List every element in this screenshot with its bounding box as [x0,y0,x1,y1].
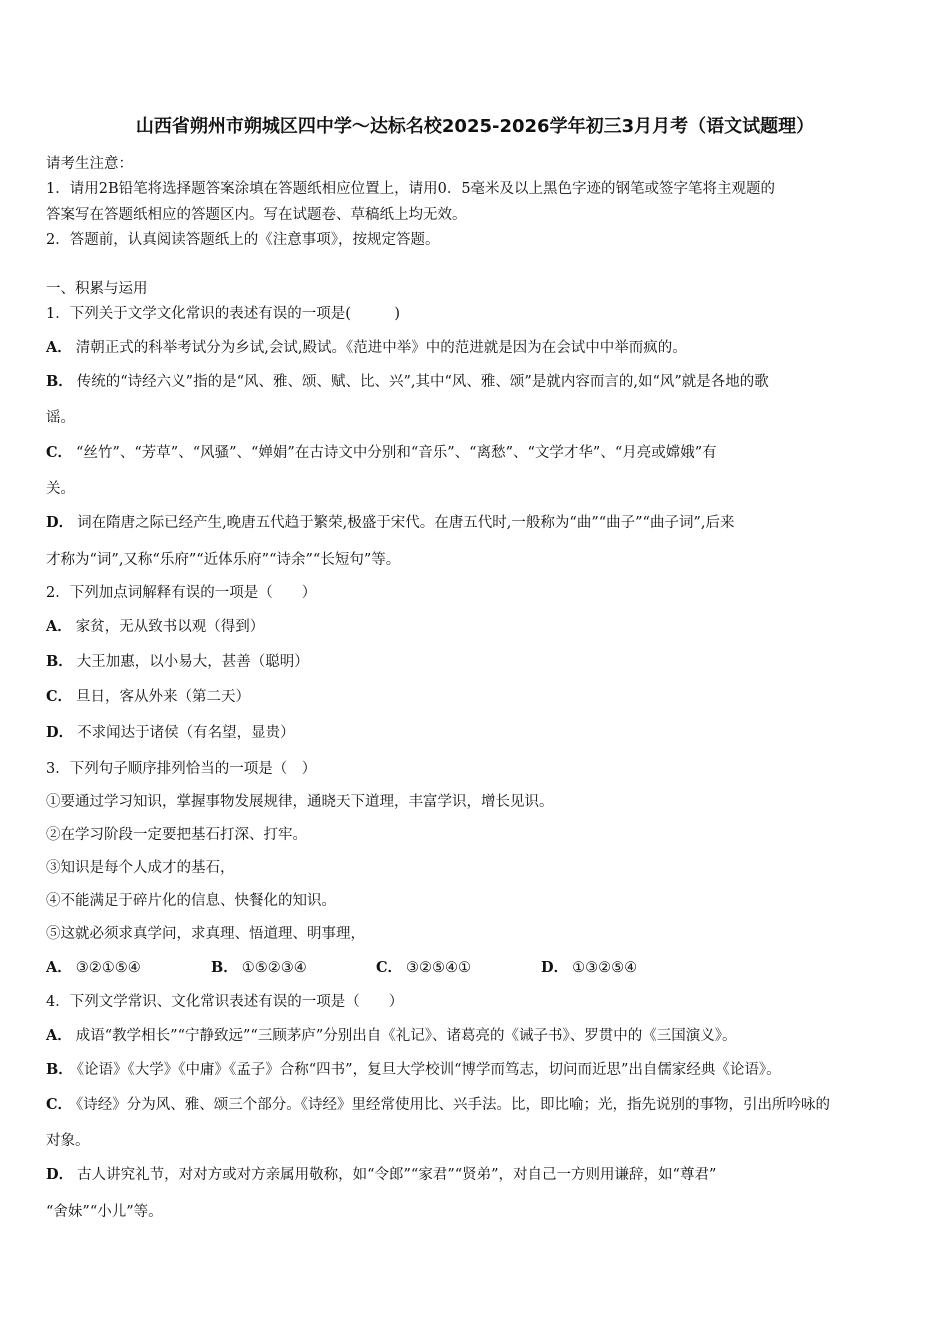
q3-sentence-2: ②在学习阶段一定要把基石打深、打牢。 [46,827,307,843]
option-label: A． [46,618,72,635]
option-text: 古人讲究礼节，对对方或对方亲属用敬称，如“令郎”“家君”“贤弟”，对自己一方则用谦辞，如“尊君” [77,1167,717,1183]
q1-option-b-cont: 谣。 [46,410,75,426]
q1-option-d [46,511,735,532]
option-text: 旦日，客从外来（第二天） [76,689,251,705]
q1-option-d-cont: 才称为“词”,又称“乐府”“近体乐府”“诗余”“长短句”等。 [46,552,401,568]
q4-option-b [46,1058,781,1079]
q3-sentence-3: ③知识是每个人成才的基石， [46,860,235,876]
q2-option-b [46,650,309,671]
notice-heading: 请考生注意： [46,156,133,172]
option-label: C． [376,959,403,976]
exam-title: 山西省朔州市朔城区四中学～达标名校2025-2026学年初三3月月考（语文试题理） [135,116,815,137]
option-label: B． [46,653,73,670]
q4-option-d-cont: “舍妹”“小儿”等。 [46,1204,163,1220]
q3-options [46,956,706,977]
q3-stem: 3．下列句子顺序排列恰当的一项是（ ） [46,761,317,777]
section-heading: 一、积累与运用 [46,281,148,297]
option-text: “丝竹”、“芳草”、“风骚”、“婵娟”在古诗文中分别和“音乐”、“离愁”、“文学才华”、“月亮或嫦娥”有 [76,445,717,461]
option-label: C． [46,1096,73,1113]
q1-option-c-cont: 关。 [46,481,75,497]
q1-stem: 1．下列关于文学文化常识的表述有误的一项是( ) [46,306,401,322]
option-text: 大王加惠，以小易大，甚善（聪明） [76,654,309,670]
option-label: D． [541,959,569,976]
q2-option-c [46,685,250,706]
notice-line-1: 1．请用2B铅笔将选择题答案涂填在答题纸相应位置上，请用0．5毫米及以上黑色字迹的钢笔或签字笔将主观题的 [46,181,776,197]
option-label: A． [46,959,72,976]
q2-option-a [46,615,264,636]
option-label: B． [46,373,73,390]
q4-option-c [46,1093,830,1114]
q3-option-d [541,956,706,977]
option-text: 《诗经》分为风、雅、颂三个部分。《诗经》里经常使用比、兴手法。比，即比喻；光，指先说别的事物，引出所吟咏的 [76,1097,831,1113]
option-text: 家贫，无从致书以观（得到） [75,619,265,635]
option-text: ③②⑤④① [406,960,472,976]
option-label: B． [211,959,238,976]
q4-option-c-cont: 对象。 [46,1133,90,1149]
option-text: ①③②⑤④ [572,960,638,976]
option-text: 《论语》《大学》《中庸》《孟子》合称“四书”，复旦大学校训“博学而笃志，切问而近思”出自儒家经典《论语》。 [76,1062,781,1078]
q4-option-a [46,1024,737,1045]
option-label: C． [46,444,73,461]
option-text: ①⑤②③④ [241,960,307,976]
q3-option-a [46,956,211,977]
option-label: D． [46,724,74,741]
q3-option-b [211,956,376,977]
q2-option-d [46,721,295,742]
q4-option-d [46,1163,716,1184]
q4-stem: 4．下列文学常识、文化常识表述有误的一项是（ ） [46,994,404,1010]
option-text: 词在隋唐之际已经产生,晚唐五代趋于繁荣,极盛于宋代。在唐五代时,一般称为“曲”“曲子”“曲子词”,后来 [77,515,735,531]
q3-sentence-1: ①要通过学习知识，掌握事物发展规律，通晓天下道理，丰富学识，增长见识。 [46,794,554,810]
option-label: D． [46,1166,74,1183]
notice-line-2: 2．答题前，认真阅读答题纸上的《注意事项》，按规定答题。 [46,232,440,248]
q1-option-a [46,336,687,357]
option-label: C． [46,688,73,705]
option-label: B． [46,1061,73,1078]
option-label: A． [46,1027,72,1044]
q3-option-c [376,956,541,977]
option-label: D． [46,514,74,531]
option-label: A． [46,339,72,356]
notice-line-1-cont: 答案写在答题纸相应的答题区内。写在试题卷、草稿纸上均无效。 [46,207,467,223]
q3-sentence-4: ④不能满足于碎片化的信息、快餐化的知识。 [46,893,336,909]
option-text: 不求闻达于诸侯（有名望，显贵） [77,725,295,741]
option-text: 成语“教学相长”“宁静致远”“三顾茅庐”分别出自《礼记》、诸葛亮的《诫子书》、罗贯中的《三国演义》。 [75,1028,737,1044]
option-text: 清朝正式的科举考试分为乡试,会试,殿试。《范进中举》中的范进就是因为在会试中中举而疯的。 [75,340,687,356]
q1-option-c [46,441,717,462]
option-text: ③②①⑤④ [75,960,141,976]
q2-stem: 2．下列加点词解释有误的一项是（ ） [46,585,317,601]
option-text: 传统的“诗经六义”指的是“风、雅、颂、赋、比、兴”,其中“风、雅、颂”是就内容而言的,如“风”就是各地的歌 [76,374,769,390]
q3-sentence-5: ⑤这就必须求真学问，求真理、悟道理、明事理， [46,926,365,942]
q1-option-b [46,370,769,391]
